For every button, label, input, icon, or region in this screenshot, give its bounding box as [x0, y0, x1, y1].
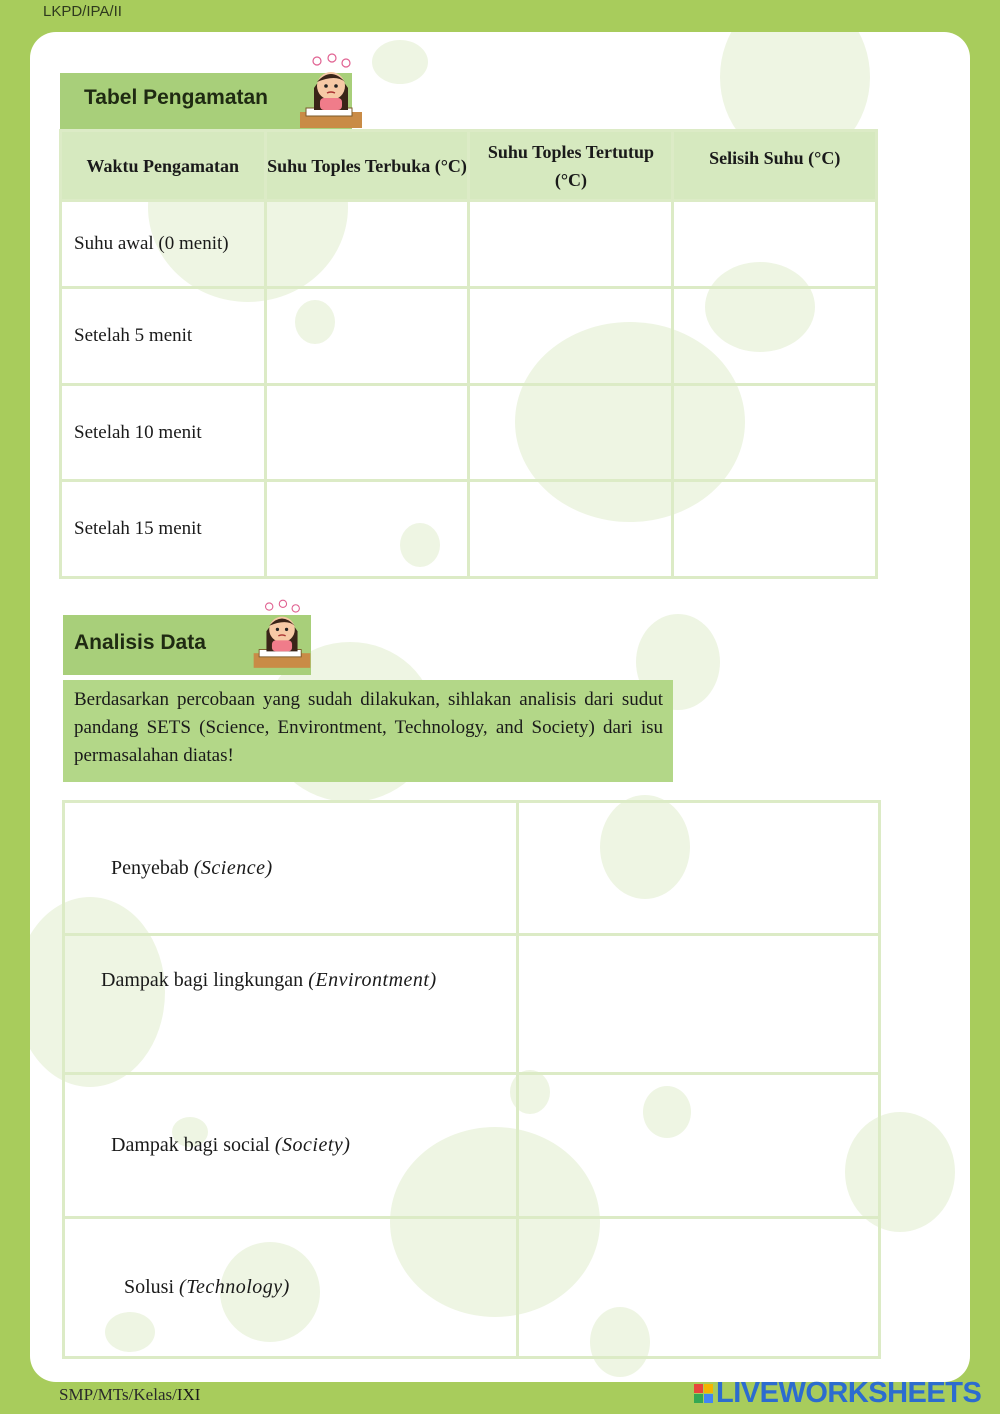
closed-jar-cell[interactable] — [469, 385, 673, 481]
sets-label-society — [64, 1074, 518, 1218]
row-term: (Society) — [274, 1134, 351, 1156]
brand-name: LIVEWORKSHEETS — [716, 1377, 982, 1409]
open-jar-cell[interactable] — [265, 288, 469, 385]
answer-cell-environment[interactable] — [518, 935, 880, 1074]
observation-table — [59, 129, 878, 579]
col-header-time: Waktu Pengamatan — [61, 131, 266, 201]
class-label: SMP/MTs/Kelas/ — [59, 1385, 177, 1404]
row-term: (Technology) — [179, 1276, 290, 1298]
row-term: (Environtment) — [308, 969, 437, 991]
analysis-title: Analisis Data — [74, 631, 206, 654]
row-label: Penyebab — [111, 856, 189, 879]
row-label: Suhu awal (0 menit) — [61, 201, 266, 288]
table-row — [61, 201, 877, 288]
difference-cell[interactable] — [673, 385, 877, 481]
student-reading-icon — [296, 52, 366, 130]
row-label: Setelah 5 menit — [61, 288, 266, 385]
row-label: Setelah 10 menit — [61, 385, 266, 481]
open-jar-cell[interactable] — [265, 201, 469, 288]
sets-label-science — [64, 802, 518, 935]
difference-cell[interactable] — [673, 201, 877, 288]
sets-label-environment — [64, 935, 518, 1074]
table-row — [61, 385, 877, 481]
row-label: Dampak bagi lingkungan — [101, 969, 304, 991]
table-row — [64, 935, 880, 1074]
table-row — [64, 1218, 880, 1358]
answer-cell-technology[interactable] — [518, 1218, 880, 1358]
open-jar-cell[interactable] — [265, 385, 469, 481]
answer-cell-society[interactable] — [518, 1074, 880, 1218]
table-row — [61, 288, 877, 385]
row-label: Setelah 15 menit — [61, 481, 266, 578]
row-label: Solusi — [124, 1276, 175, 1298]
sets-label-technology — [64, 1218, 518, 1358]
closed-jar-cell[interactable] — [469, 201, 673, 288]
logo-mark-icon — [694, 1384, 713, 1403]
difference-cell[interactable] — [673, 481, 877, 578]
open-jar-cell[interactable] — [265, 481, 469, 578]
table-row — [61, 481, 877, 578]
table-row — [64, 1074, 880, 1218]
row-term: (Science) — [193, 856, 273, 879]
closed-jar-cell[interactable] — [469, 481, 673, 578]
col-header-closed-jar: Suhu Toples Tertutup (°C) — [469, 131, 673, 201]
col-header-open-jar: Suhu Toples Terbuka (°C) — [265, 131, 469, 201]
observation-header-row — [61, 131, 877, 201]
class-value: IXI — [176, 1385, 201, 1404]
student-reading-icon — [250, 598, 314, 670]
analysis-table — [62, 800, 881, 1359]
difference-cell[interactable] — [673, 288, 877, 385]
liveworksheets-logo[interactable] — [694, 1377, 981, 1410]
class-footer — [59, 1385, 200, 1405]
page-header: LKPD/IPA/II — [43, 3, 122, 20]
table-row — [64, 802, 880, 935]
analysis-instruction: Berdasarkan percobaan yang sudah dilakukan, sihlakan analisis dari sudut pandang SETS (Science, Environtment, Technology, and Society) dari isu permasalahan diatas! — [63, 680, 673, 782]
row-label: Dampak bagi social — [111, 1134, 270, 1156]
observation-title: Tabel Pengamatan — [84, 86, 268, 109]
col-header-difference: Selisih Suhu (°C) — [673, 131, 877, 201]
answer-cell-science[interactable] — [518, 802, 880, 935]
closed-jar-cell[interactable] — [469, 288, 673, 385]
